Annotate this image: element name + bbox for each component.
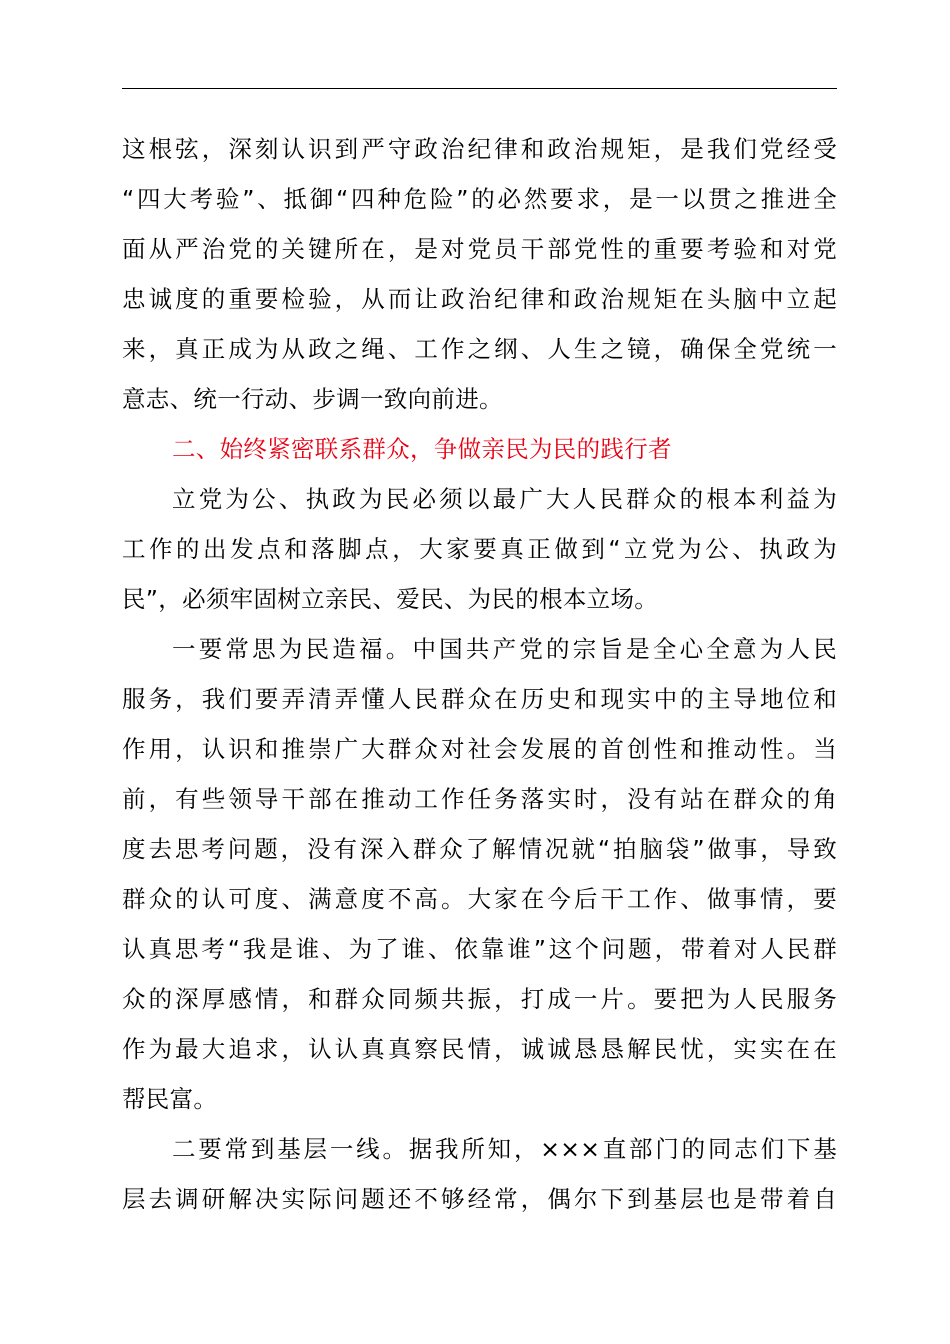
text-line: 认真思考“我是谁、为了谁、依靠谁”这个问题，带着对人民群 <box>122 935 837 963</box>
header-rule <box>122 88 837 89</box>
text-line: 服务，我们要弄清弄懂人民群众在历史和现实中的主导地位和 <box>122 685 837 713</box>
text-line: 前，有些领导干部在推动工作任务落实时，没有站在群众的角 <box>122 785 837 813</box>
text-line: 众的深厚感情，和群众同频共振，打成一片。要把为人民服务 <box>122 985 837 1013</box>
text-line: 意志、统一行动、步调一致向前进。 <box>122 385 503 413</box>
text-line: 忠诚度的重要检验，从而让政治纪律和政治规矩在头脑中立起 <box>122 285 837 313</box>
document-body <box>122 124 837 1224</box>
text-line: 面从严治党的关键所在，是对党员干部党性的重要考验和对党 <box>122 235 837 263</box>
text-line: 帮民富。 <box>122 1085 218 1113</box>
text-line: 层去调研解决实际问题还不够经常，偶尔下到基层也是带着自 <box>122 1185 837 1213</box>
text-line: 这根弦，深刻认识到严守政治纪律和政治规矩，是我们党经受 <box>122 135 837 163</box>
text-line: 民”，必须牢固树立亲民、爱民、为民的根本立场。 <box>122 585 659 613</box>
text-line: “四大考验”、抵御“四种危险”的必然要求，是一以贯之推进全 <box>122 185 837 213</box>
text-line: 度去思考问题，没有深入群众了解情况就“拍脑袋”做事，导致 <box>122 835 837 863</box>
text-line: 一要常思为民造福。中国共产党的宗旨是全心全意为人民 <box>172 635 837 663</box>
text-line: 工作的出发点和落脚点，大家要真正做到“立党为公、执政为 <box>122 535 837 563</box>
text-line: 来，真正成为从政之绳、工作之纲、人生之镜，确保全党统一 <box>122 335 837 363</box>
text-line: 作为最大追求，认认真真察民情，诚诚恳恳解民忧，实实在在 <box>122 1035 837 1063</box>
text-line: 作用，认识和推崇广大群众对社会发展的首创性和推动性。当 <box>122 735 837 763</box>
text-line: 群众的认可度、满意度不高。大家在今后干工作、做事情，要 <box>122 885 837 913</box>
text-line: 立党为公、执政为民必须以最广大人民群众的根本利益为 <box>172 485 837 513</box>
text-line: 二要常到基层一线。据我所知，×××直部门的同志们下基 <box>172 1135 837 1163</box>
section-heading: 二、始终紧密联系群众，争做亲民为民的践行者 <box>172 435 672 463</box>
